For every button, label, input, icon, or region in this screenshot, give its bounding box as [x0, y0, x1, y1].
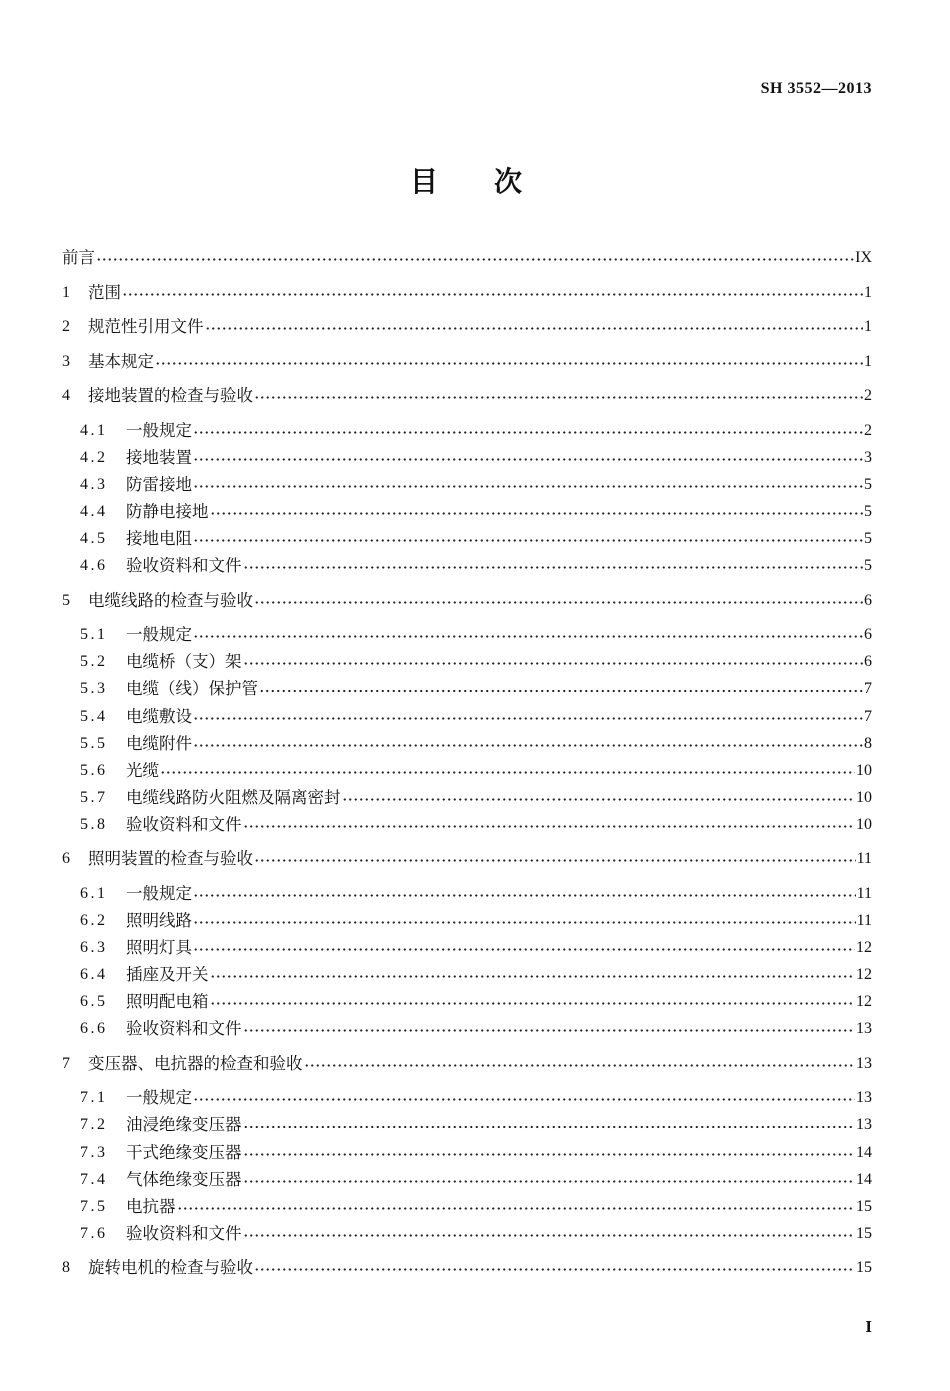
toc-entry-number: 5.2: [80, 653, 108, 671]
dot-leader: [243, 811, 856, 838]
toc-entry-title: 电缆线路的检查与验收: [88, 590, 253, 610]
toc-entry-page: 3: [864, 448, 872, 466]
toc-entry-title: 接地装置: [126, 447, 192, 467]
dot-leader: [193, 934, 855, 961]
toc-entry-page: 11: [856, 884, 872, 902]
toc-entry-number: 4.2: [80, 448, 108, 466]
toc-subentry: [62, 675, 872, 702]
toc-entry-page: 1: [864, 352, 872, 370]
toc-subentry: [62, 498, 872, 525]
toc-entry-title: 接地装置的检查与验收: [88, 386, 253, 406]
toc-entry-page: 5: [864, 557, 872, 575]
toc-subentry: [62, 1193, 872, 1220]
toc-entry-number: 6.5: [80, 993, 108, 1011]
toc-entry-number: 7.5: [80, 1197, 108, 1215]
table-of-contents: [62, 237, 872, 1289]
toc-entry-title: 照明配电箱: [126, 992, 209, 1012]
toc-entry-title: 一般规定: [126, 625, 192, 645]
toc-entry-number: 4.5: [80, 530, 108, 548]
toc-entry-page: 8: [864, 734, 872, 752]
dot-leader: [243, 1111, 856, 1138]
toc-entry-title: 电缆敷设: [126, 706, 192, 726]
toc-entry-number: 7.3: [80, 1143, 108, 1161]
toc-entry-page: 5: [864, 503, 872, 521]
toc-entry-page: 6: [864, 653, 872, 671]
toc-entry: [62, 313, 872, 340]
toc-entry: [62, 1254, 872, 1281]
toc-entry-title: 验收资料和文件: [126, 814, 242, 834]
toc-entry-number: 8: [62, 1259, 70, 1277]
dot-leader: [259, 675, 863, 702]
toc-entry-title: 一般规定: [126, 883, 192, 903]
dot-leader: [243, 1015, 856, 1042]
toc-entry-title: 一般规定: [126, 1088, 192, 1108]
dot-leader: [254, 587, 863, 614]
toc-subentry: [62, 417, 872, 444]
toc-subentry: [62, 1220, 872, 1247]
toc-entry-number: 5.3: [80, 680, 108, 698]
toc-entry-page: 1: [864, 318, 872, 336]
toc-entry-title: 验收资料和文件: [126, 556, 242, 576]
toc-entry: [62, 382, 872, 409]
toc-entry-number: 6.3: [80, 939, 108, 957]
dot-leader: [193, 471, 863, 498]
toc-entry-number: 7.1: [80, 1089, 108, 1107]
toc-entry-number: 7: [62, 1054, 70, 1072]
toc-entry-number: 5.8: [80, 815, 108, 833]
toc-entry-number: 7.6: [80, 1224, 108, 1242]
toc-entry-title: 旋转电机的检查与验收: [88, 1258, 253, 1278]
toc-entry: [62, 845, 872, 872]
toc-entry-page: 1: [864, 283, 872, 301]
toc-subentry: [62, 1111, 872, 1138]
toc-entry-title: 电缆附件: [126, 733, 192, 753]
toc-entry-number: 7.2: [80, 1116, 108, 1134]
dot-leader: [160, 757, 855, 784]
toc-entry-number: 6.2: [80, 911, 108, 929]
toc-subentry: [62, 648, 872, 675]
toc-entry-page: 13: [856, 1054, 872, 1072]
toc-entry-number: 4: [62, 387, 70, 405]
toc-entry-page: 14: [856, 1143, 872, 1161]
toc-entry-page: 10: [856, 815, 872, 833]
toc-entry: [62, 348, 872, 375]
toc-entry-page: 12: [856, 966, 872, 984]
toc-entry-title: 油浸绝缘变压器: [126, 1115, 242, 1135]
toc-entry-title: 基本规定: [88, 351, 154, 371]
toc-entry-title: 前言: [62, 248, 95, 268]
toc-subentry: [62, 1139, 872, 1166]
toc-subentry: [62, 1015, 872, 1042]
toc-entry-title: 防雷接地: [126, 475, 192, 494]
toc-subentry: [62, 471, 872, 498]
toc-subentry: [62, 1166, 872, 1193]
dot-leader: [243, 1139, 856, 1166]
document-code: SH 3552—2013: [760, 80, 872, 97]
toc-entry-number: 6.4: [80, 966, 108, 984]
dot-leader: [193, 525, 863, 552]
toc-entry-number: 6.1: [80, 884, 108, 902]
toc-entry-title: 电抗器: [126, 1196, 176, 1216]
toc-subentry: [62, 525, 872, 552]
toc-entry-title: 接地电阻: [126, 529, 192, 549]
toc-entry-page: 7: [864, 707, 872, 725]
toc-entry-title: 电缆（线）保护管: [126, 679, 258, 699]
toc-entry-title: 验收资料和文件: [126, 1223, 242, 1243]
dot-leader: [210, 961, 856, 988]
toc-entry-number: 5.1: [80, 626, 108, 644]
dot-leader: [155, 348, 863, 375]
toc-entry-title: 范围: [88, 282, 121, 302]
dot-leader: [177, 1193, 856, 1220]
toc-subentry: [62, 880, 872, 907]
toc-entry-number: 4.3: [80, 476, 108, 493]
dot-leader: [342, 784, 856, 811]
toc-entry-page: 10: [856, 788, 872, 806]
toc-entry-number: 5.4: [80, 707, 108, 725]
page-title: 目次: [409, 165, 578, 198]
toc-subentry: [62, 444, 872, 471]
toc-entry-title: 防静电接地: [126, 502, 209, 522]
toc-entry-title: 电缆桥（支）架: [126, 652, 242, 672]
toc-subentry: [62, 907, 872, 934]
toc-entry-title: 一般规定: [126, 420, 192, 440]
toc-entry-page: 6: [864, 626, 872, 644]
toc-entry-page: 11: [856, 911, 872, 929]
toc-entry-page: 15: [856, 1259, 872, 1277]
toc-entry-title: 照明线路: [126, 910, 192, 930]
toc-entry-number: 4.1: [80, 421, 108, 439]
toc-entry-title: 电缆线路防火阻燃及隔离密封: [126, 787, 341, 807]
toc-entry-page: 15: [856, 1197, 872, 1215]
toc-entry-title: 规范性引用文件: [88, 317, 204, 337]
dot-leader: [193, 1084, 855, 1111]
toc-entry-number: 1: [62, 283, 70, 301]
toc-entry-page: 15: [856, 1224, 872, 1242]
dot-leader: [193, 907, 856, 934]
toc-entry-page: 2: [864, 421, 872, 439]
toc-subentry: [62, 784, 872, 811]
dot-leader: [243, 1166, 856, 1193]
toc-entry-page: 5: [864, 530, 872, 548]
toc-subentry: [62, 552, 872, 579]
dot-leader: [193, 880, 856, 907]
dot-leader: [193, 417, 863, 444]
dot-leader: [122, 279, 863, 306]
dot-leader: [193, 730, 863, 757]
toc-subentry: [62, 703, 872, 730]
dot-leader: [210, 988, 856, 1015]
dot-leader: [304, 1050, 856, 1077]
dot-leader: [193, 621, 863, 648]
toc-subentry: [62, 961, 872, 988]
toc-subentry: [62, 934, 872, 961]
toc-entry-page: 11: [856, 850, 872, 868]
toc-entry-number: 2: [62, 318, 70, 336]
dot-leader: [96, 244, 854, 271]
toc-entry-page: 13: [856, 1116, 872, 1134]
toc-entry-number: 5.5: [80, 734, 108, 752]
toc-entry-number: 7.4: [80, 1170, 108, 1188]
dot-leader: [243, 1220, 856, 1247]
toc-entry-title: 光缆: [126, 760, 159, 780]
toc-entry-number: 3: [62, 352, 70, 370]
toc-entry-page: 12: [856, 939, 872, 957]
toc-entry-page: 2: [864, 387, 872, 405]
toc-entry-page: 13: [856, 1089, 872, 1107]
toc-subentry: [62, 811, 872, 838]
dot-leader: [254, 845, 856, 872]
toc-entry-title: 照明灯具: [126, 938, 192, 958]
toc-entry-page: 6: [864, 591, 872, 609]
toc-entry: [62, 587, 872, 614]
toc-entry-title: 变压器、电抗器的检查和验收: [88, 1053, 303, 1073]
page-number: I: [865, 1317, 872, 1336]
dot-leader: [205, 313, 864, 340]
toc-entry-number: 5.7: [80, 788, 108, 806]
toc-entry-page: 13: [856, 1020, 872, 1038]
toc-entry-page: IX: [855, 249, 872, 267]
toc-subentry: [62, 730, 872, 757]
toc-subentry: [62, 1084, 872, 1111]
dot-leader: [243, 648, 864, 675]
toc-entry-number: 5: [62, 591, 70, 609]
toc-entry-number: 4.4: [80, 503, 108, 521]
toc-entry: [62, 1050, 872, 1077]
toc-subentry: [62, 988, 872, 1015]
toc-entry-title: 插座及开关: [126, 965, 209, 985]
dot-leader: [193, 703, 863, 730]
toc-entry: [62, 279, 872, 306]
toc-entry-number: 5.6: [80, 761, 108, 779]
toc-entry-page: 12: [856, 993, 872, 1011]
dot-leader: [210, 498, 864, 525]
toc-entry-title: 干式绝缘变压器: [126, 1142, 242, 1162]
toc-entry-page: 7: [864, 680, 872, 698]
toc-subentry: [62, 757, 872, 784]
toc-entry: [62, 244, 872, 271]
toc-entry-page: 5: [864, 476, 872, 493]
toc-entry-title: 气体绝缘变压器: [126, 1169, 242, 1189]
toc-entry-title: 验收资料和文件: [126, 1019, 242, 1039]
dot-leader: [254, 1254, 855, 1281]
toc-entry-number: 6: [62, 850, 70, 868]
dot-leader: [254, 382, 863, 409]
toc-entry-number: 6.6: [80, 1020, 108, 1038]
toc-subentry: [62, 621, 872, 648]
toc-entry-number: 4.6: [80, 557, 108, 575]
toc-entry-title: 照明装置的检查与验收: [88, 849, 253, 869]
dot-leader: [243, 552, 864, 579]
dot-leader: [193, 444, 863, 471]
toc-entry-page: 10: [856, 761, 872, 779]
toc-entry-page: 14: [856, 1170, 872, 1188]
